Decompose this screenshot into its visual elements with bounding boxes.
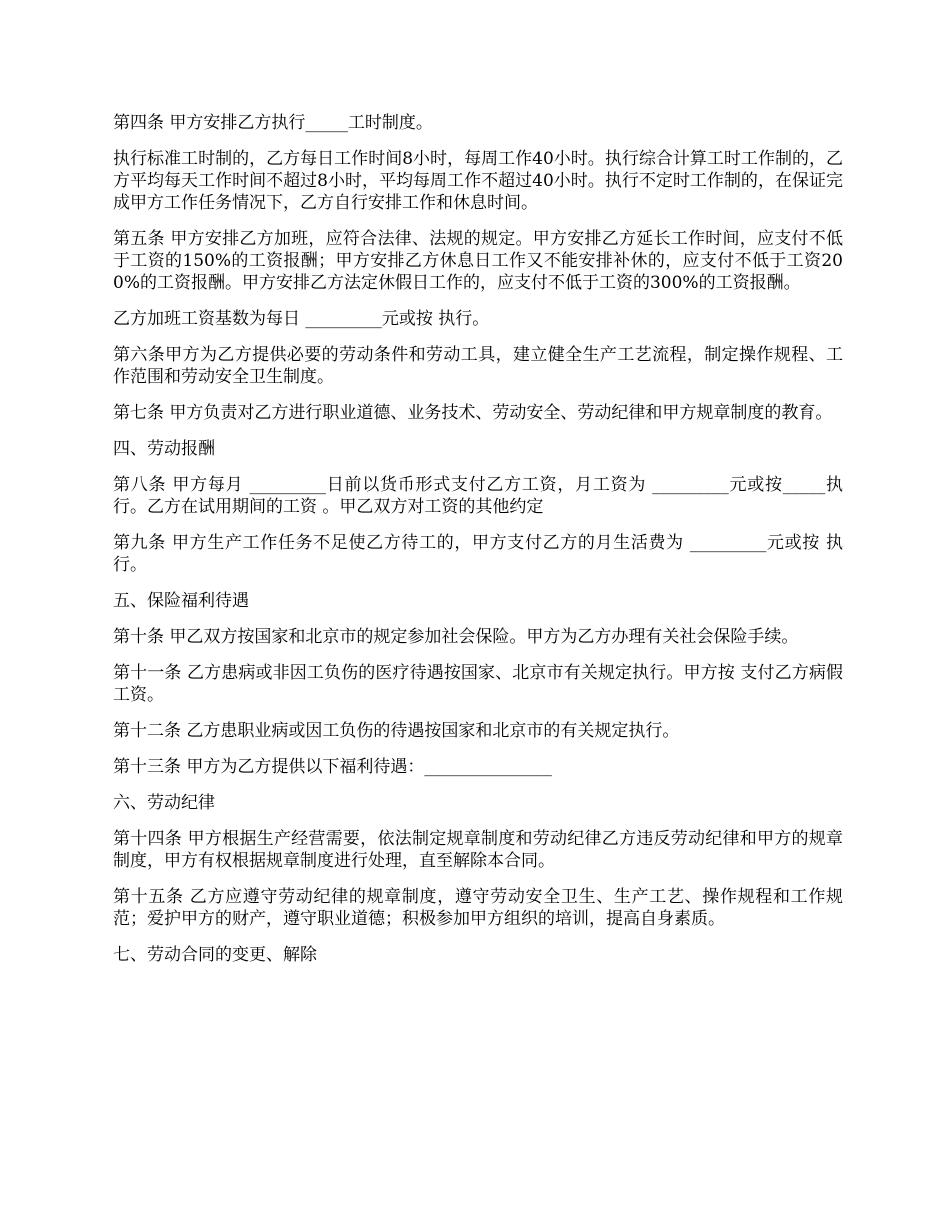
section-7-heading: 七、劳动合同的变更、解除: [113, 945, 317, 965]
article-7-education: 第七条 甲方负责对乙方进行职业道德、业务技术、劳动安全、劳动纪律和甲方规章制度的教育。: [113, 403, 833, 423]
document-body: [113, 112, 843, 980]
article-10-social-insurance: 第十条 甲乙双方按国家和北京市的规定参加社会保险。甲方为乙方办理有关社会保险手续。: [113, 627, 799, 647]
overtime-wage-base: 乙方加班工资基数为每日 _________元或按 执行。: [113, 309, 490, 329]
article-13-benefits: 第十三条 甲方为乙方提供以下福利待遇：_______________: [113, 757, 552, 777]
article-11-sick-leave: 第十一条 乙方患病或非因工负伤的医疗待遇按国家、北京市有关规定执行。甲方按 支付乙方病假工资。: [113, 663, 843, 705]
working-hours-paragraph: 执行标准工时制的，乙方每日工作时间8小时，每周工作40小时。执行综合计算工时工作制的，乙方平均每天工作时间不超过8小时，平均每周工作不超过40小时。执行不定时工作制的，在保证完成甲方工作任务情况下，乙方自行安排工作和休息时间。: [113, 149, 843, 213]
article-9-living-allowance: 第九条 甲方生产工作任务不足使乙方待工的，甲方支付乙方的月生活费为 _________元或按 执行。: [113, 533, 843, 575]
section-6-heading: 六、劳动纪律: [113, 793, 215, 813]
article-12-injury: 第十二条 乙方患职业病或因工负伤的待遇按国家和北京市的有关规定执行。: [113, 721, 680, 741]
article-6-conditions: 第六条甲方为乙方提供必要的劳动条件和劳动工具，建立健全生产工艺流程，制定操作规程、工作范围和劳动安全卫生制度。: [113, 345, 843, 387]
article-15-compliance: 第十五条 乙方应遵守劳动纪律的规章制度，遵守劳动安全卫生、生产工艺、操作规程和工作规范；爱护甲方的财产，遵守职业道德；积极参加甲方组织的培训，提高自身素质。: [113, 887, 843, 929]
section-5-heading: 五、保险福利待遇: [113, 591, 249, 611]
article-14-rules: 第十四条 甲方根据生产经营需要，依法制定规章制度和劳动纪律乙方违反劳动纪律和甲方的规章制度，甲方有权根据规章制度进行处理，直至解除本合同。: [113, 829, 843, 871]
article-8-wages: 第八条 甲方每月 _________日前以货币形式支付乙方工资，月工资为 _________元或按_____执行。乙方在试用期间的工资 。甲乙双方对工资的其他约定: [113, 475, 843, 517]
article-4-heading: 第四条 甲方安排乙方执行_____工时制度。: [113, 113, 433, 133]
section-4-heading: 四、劳动报酬: [113, 439, 215, 459]
article-5-overtime: 第五条 甲方安排乙方加班，应符合法律、法规的规定。甲方安排乙方延长工作时间，应支付不低于工资的150%的工资报酬；甲方安排乙方休息日工作又不能安排补休的，应支付不低于工资200%的工资报酬。甲方安排乙方法定休假日工作的，应支付不低于工资的300%的工资报酬。: [113, 229, 843, 293]
